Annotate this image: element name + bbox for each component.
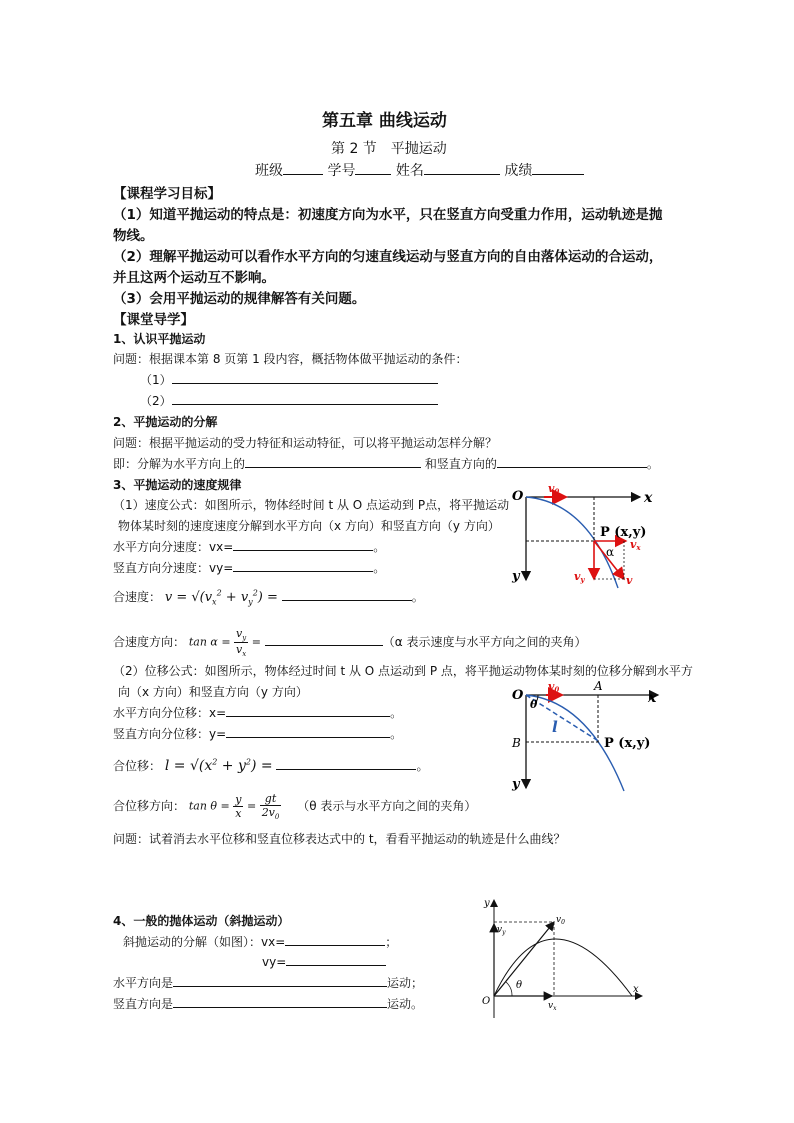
oblique-h-field[interactable] [173, 975, 387, 987]
dx-row: 水平方向分位移：x= 。 [113, 706, 403, 720]
section-2-title: 2、平抛运动的分解 [113, 415, 218, 429]
objective-1-line1: （1）知道平抛运动的特点是：初速度方向为水平，只在竖直方向受重力作用，运动轨迹是抛 [113, 207, 663, 223]
objective-1-line2: 物线。 [113, 228, 154, 244]
dx-label: 水平方向分位移： [113, 706, 210, 720]
oblique-vx-field[interactable] [285, 934, 385, 946]
y-label: y [512, 777, 520, 792]
dx-var: x= [209, 706, 227, 720]
name-field[interactable] [424, 163, 500, 175]
v-direction-label: 合速度方向： [113, 635, 186, 650]
vx-field[interactable] [233, 539, 373, 551]
l-direction-row [113, 792, 476, 821]
theta-label: θ [530, 698, 538, 711]
l-formula: $l = √(x^2 + y^2)$ = [164, 757, 273, 774]
v-label: v [626, 574, 633, 587]
point-b-label: B [512, 736, 521, 750]
displacement-intro-line2: 向（x 方向）和竖直方向（y 方向） [118, 685, 308, 699]
v0-label: $v_0$ [556, 915, 565, 926]
v0-label: v0 [548, 482, 560, 496]
origin-label: O [482, 996, 491, 1007]
v0-label: v0 [548, 680, 560, 694]
section-4-title: 4、一般的抛体运动（斜抛运动） [113, 914, 290, 928]
chapter-title: 第五章 曲线运动 [322, 111, 447, 131]
y-label: y [484, 898, 490, 909]
item-2-field[interactable] [172, 393, 438, 405]
dy-field[interactable] [226, 726, 390, 738]
section-title: 第 2 节 平抛运动 [331, 141, 447, 157]
x-label: x [644, 490, 653, 506]
v-direction-row [113, 627, 587, 658]
vertical-motion-field[interactable] [497, 456, 647, 468]
vy-field[interactable] [233, 560, 373, 572]
parabola [494, 939, 632, 996]
theta-arc [506, 982, 512, 996]
v-label: 合速度： [113, 590, 162, 604]
section-2-answer [113, 455, 659, 472]
oblique-vy-row [262, 954, 386, 969]
oblique-vx-row [123, 933, 397, 950]
vx-label: vx [630, 538, 641, 552]
oblique-v-end: 运动。 [387, 997, 424, 1011]
objective-2-line1: （2）理解平抛运动可以看作水平方向的匀速直线运动与竖直方向的自由落体运动的合运动， [113, 249, 663, 265]
item-1-label: （1） [140, 373, 172, 387]
oblique-figure [478, 892, 648, 1022]
guide-heading: 【课堂导学】 [113, 312, 194, 328]
l-label: 合位移： [113, 759, 162, 773]
class-label: 班级 [255, 163, 283, 179]
item-2-label: （2） [140, 394, 172, 408]
score-field[interactable] [532, 163, 584, 175]
alpha-label: α [606, 545, 615, 559]
point-p-label: P (x,y) [600, 525, 647, 540]
x-label: x [633, 984, 639, 995]
l-row: 合位移： $l = √(x^2 + y^2)$ = 。 [113, 757, 429, 774]
section-1-title: 1、认识平抛运动 [113, 332, 206, 346]
displacement-intro-line1: （2）位移公式：如图所示，物体经过时间 t 从 O 点运动到 P 点，将平抛运动物体某时刻的位移分解到水平方 [113, 664, 693, 678]
answer-b: 和竖直方向的 [424, 457, 497, 471]
tan-theta-formula: tan θ = $\frac{y}{x}$ = $\frac{gt}{2v_0}$ [188, 792, 280, 822]
section-1-item-2 [140, 392, 438, 409]
item-1-field[interactable] [172, 372, 438, 384]
vx-row: 水平方向分速度：vx= 。 [113, 540, 386, 554]
origin-label: O [512, 489, 524, 504]
oblique-vertical-row [113, 995, 423, 1012]
answer-a: 即：分解为水平方向上的 [113, 457, 246, 471]
section-1-question: 问题：根据课本第 8 页第 1 段内容，概括物体做平抛运动的条件： [113, 352, 468, 366]
point-a-label: A [594, 679, 603, 693]
v-field[interactable] [282, 589, 412, 601]
vy-var: vy= [209, 561, 234, 575]
oblique-h-label: 水平方向是 [113, 976, 174, 990]
displacement-figure [508, 676, 668, 796]
vy-label: 竖直方向分速度： [113, 561, 210, 575]
point-p-label: P (x,y) [604, 736, 651, 751]
trajectory-question: 问题：试着消去水平位移和竖直位移表达式中的 t，看看平抛运动的轨迹是什么曲线？ [113, 832, 566, 846]
vy-row: 竖直方向分速度：vy= 。 [113, 561, 386, 575]
theta-label: θ [516, 980, 523, 991]
section-2-question: 问题：根据平抛运动的受力特征和运动特征，可以将平抛运动怎样分解？ [113, 436, 498, 450]
answer-c: 。 [646, 457, 659, 471]
dy-row: 竖直方向分位移：y= 。 [113, 727, 403, 741]
vx-var: vx= [209, 540, 234, 554]
l-field[interactable] [276, 758, 416, 770]
dx-field[interactable] [226, 705, 390, 717]
objective-2-line2: 并且这两个运动互不影响。 [113, 270, 275, 286]
oblique-semi: ； [385, 935, 398, 949]
objectives-heading: 【课程学习目标】 [113, 186, 221, 202]
v-direction-note: （α 表示速度与水平方向之间的夹角） [382, 635, 587, 650]
oblique-vy-field[interactable] [286, 954, 386, 966]
v-row: 合速度： $v = √(v_x^2 + v_y^2)$ = 。 [113, 588, 424, 607]
oblique-vx-var: vx= [261, 935, 286, 949]
dy-var: y= [209, 727, 227, 741]
oblique-h-end: 运动； [387, 976, 424, 990]
section-3-title: 3、平抛运动的速度规律 [113, 478, 242, 492]
student-info-row [255, 160, 584, 180]
section-1-item-1 [140, 371, 438, 388]
velocity-figure [508, 480, 668, 592]
vx-label: $v_x$ [548, 1001, 557, 1012]
velocity-intro-line1: （1）速度公式：如图所示，物体经时间 t 从 O 点运动到 P点，将平抛运动 [113, 498, 510, 512]
vy-label: vy [574, 570, 585, 584]
dy-label: 竖直方向分位移： [113, 727, 210, 741]
oblique-horizontal-row [113, 974, 423, 991]
x-label: x [648, 690, 657, 706]
tan-alpha-formula: tan α = $\frac{v_y}{v_x}$ = [188, 627, 261, 659]
objective-3: （3）会用平抛运动的规律解答有关问题。 [113, 291, 366, 307]
oblique-v-label: 竖直方向是 [113, 997, 174, 1011]
id-label: 学号 [327, 163, 356, 179]
class-field[interactable] [283, 163, 323, 175]
score-label: 成绩 [504, 163, 533, 179]
v-direction-field[interactable] [265, 634, 383, 646]
oblique-vy-var: vy= [262, 955, 287, 969]
vx-label: 水平方向分速度： [113, 540, 210, 554]
v-formula: $v = √(v_x^2 + v_y^2)$ = [164, 588, 278, 607]
oblique-decomp-label: 斜抛运动的分解（如图）： [123, 935, 262, 949]
y-label: y [512, 569, 520, 584]
name-label: 姓名 [395, 163, 424, 179]
origin-label: O [512, 688, 524, 703]
l-direction-label: 合位移方向： [113, 799, 186, 814]
oblique-v-field[interactable] [173, 996, 387, 1008]
trajectory-curve [526, 497, 618, 588]
l-direction-note: （θ 表示与水平方向之间的夹角） [297, 799, 477, 814]
horizontal-motion-field[interactable] [245, 456, 421, 468]
id-field[interactable] [355, 163, 391, 175]
l-label: l [552, 718, 558, 736]
vy-label: $v_y$ [497, 925, 506, 936]
velocity-intro-line2: 物体某时刻的速度速度分解到水平方向（x 方向）和竖直方向（y 方向） [118, 519, 500, 533]
